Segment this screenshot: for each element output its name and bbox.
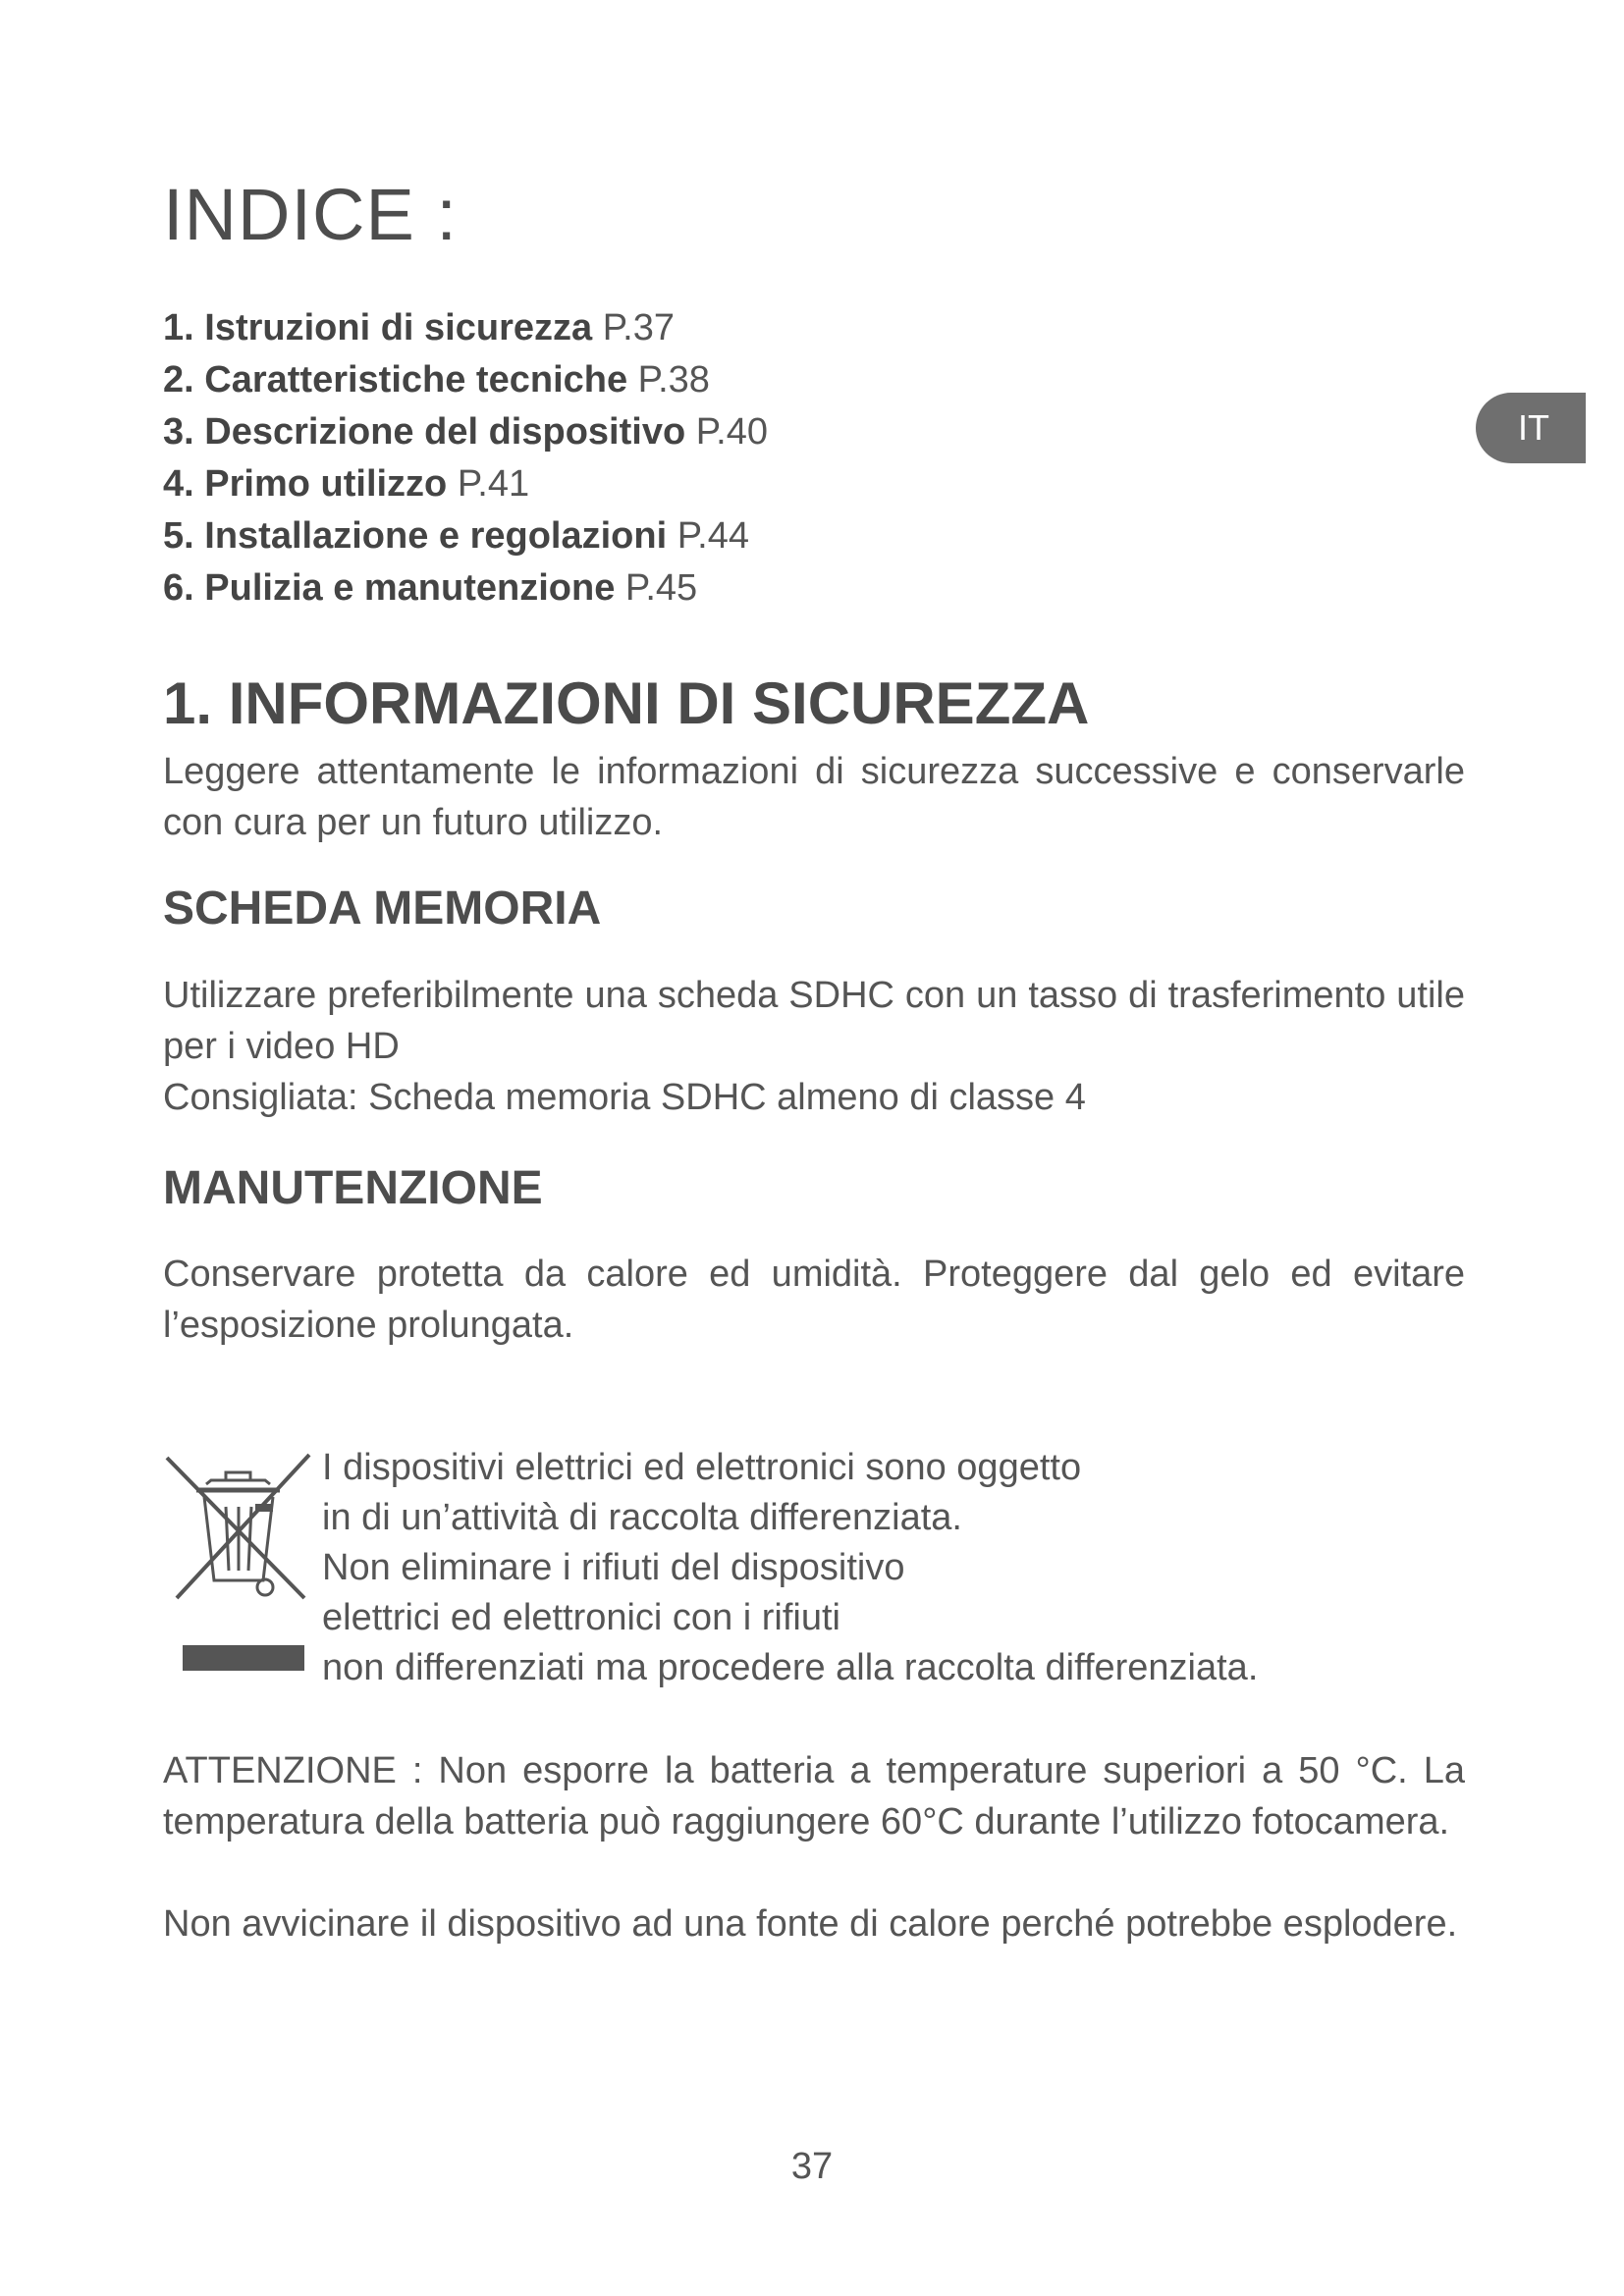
section-title: 1. INFORMAZIONI DI SICUREZZA xyxy=(163,670,1090,736)
weee-line: non differenziati ma procedere alla raccolta differenziata. xyxy=(322,1647,1259,1688)
section-intro: Leggere attentamente le informazioni di sicurezza successive e conservarle con cura per un futuro utilizzo. xyxy=(163,751,1465,843)
toc-item-page: P.38 xyxy=(637,359,710,400)
language-tab: IT xyxy=(1476,393,1586,463)
weee-line: in di un’attività di raccolta differenziata. xyxy=(322,1497,962,1538)
maintenance-text: Conservare protetta da calore ed umidità. Proteggere dal gelo ed evitare l’esposizione prolungata. xyxy=(163,1254,1465,1346)
toc-item-label: Pulizia e manutenzione xyxy=(204,567,616,609)
toc-item-page: P.41 xyxy=(457,463,530,505)
toc-item-number: 3. xyxy=(163,411,194,453)
weee-line: elettrici ed elettronici con i rifiuti xyxy=(322,1597,840,1638)
crossed-out-wheelie-bin-icon xyxy=(157,1443,324,1688)
toc-item-number: 6. xyxy=(163,567,194,609)
memory-card-title: SCHEDA MEMORIA xyxy=(163,882,602,934)
toc-item-number: 2. xyxy=(163,359,194,400)
toc-item-number: 5. xyxy=(163,515,194,557)
toc-item-number: 1. xyxy=(163,307,194,348)
table-of-contents xyxy=(163,302,768,614)
index-title: INDICE : xyxy=(163,174,458,255)
toc-item xyxy=(163,510,768,562)
toc-item xyxy=(163,302,768,354)
page-number: 37 xyxy=(790,2146,834,2187)
toc-item xyxy=(163,406,768,458)
memory-card-text: Utilizzare preferibilmente una scheda SDHC con un tasso di trasferimento utile per i video HD xyxy=(163,975,1465,1067)
toc-item-number: 4. xyxy=(163,463,194,505)
battery-warning: ATTENZIONE : Non esporre la batteria a temperature superiori a 50 °C. La temperatura della batteria può raggiungere 60°C durante l’utilizzo fotocamera. xyxy=(163,1750,1465,1842)
toc-item-page: P.37 xyxy=(602,307,675,348)
toc-item-label: Descrizione del dispositivo xyxy=(204,411,686,453)
weee-line: Non eliminare i rifiuti del dispositivo xyxy=(322,1547,905,1588)
toc-item-page: P.44 xyxy=(677,515,749,557)
heat-warning: Non avvicinare il dispositivo ad una fonte di calore perché potrebbe esplodere. xyxy=(163,1903,1458,1945)
weee-line: I dispositivi elettrici ed elettronici sono oggetto xyxy=(322,1447,1082,1488)
toc-item-label: Installazione e regolazioni xyxy=(204,515,668,557)
toc-item xyxy=(163,458,768,510)
toc-item xyxy=(163,562,768,614)
toc-item-page: P.45 xyxy=(624,567,698,609)
toc-item-label: Primo utilizzo xyxy=(204,463,448,505)
toc-item-label: Caratteristiche tecniche xyxy=(204,359,628,400)
maintenance-title: MANUTENZIONE xyxy=(163,1162,543,1214)
toc-item-page: P.40 xyxy=(695,411,769,453)
memory-card-recommendation: Consigliata: Scheda memoria SDHC almeno di classe 4 xyxy=(163,1077,1086,1118)
weee-notice xyxy=(322,1443,1258,1693)
toc-item-label: Istruzioni di sicurezza xyxy=(204,307,593,348)
toc-item xyxy=(163,354,768,406)
